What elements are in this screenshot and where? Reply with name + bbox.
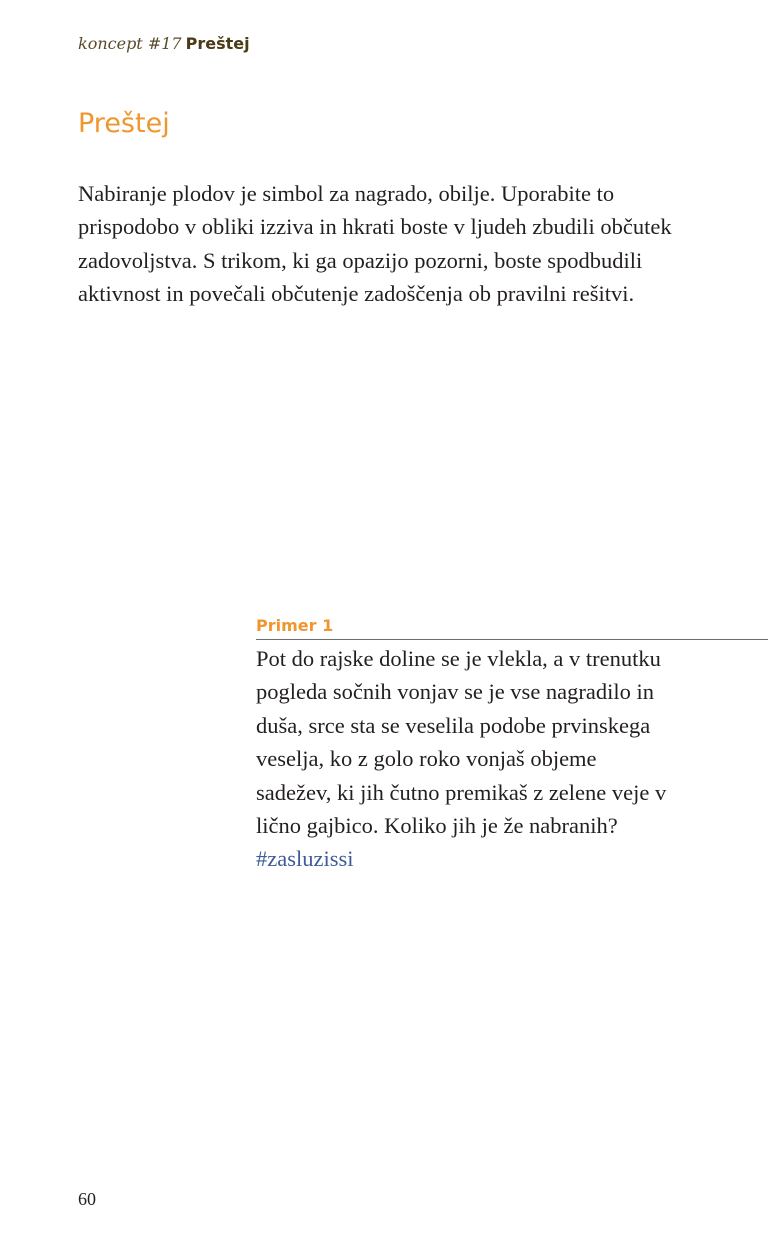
example-text <box>256 642 676 876</box>
concept-name: Preštej <box>185 34 250 53</box>
page-number: 60 <box>78 1189 96 1209</box>
running-header <box>78 33 250 55</box>
page-title: Preštej <box>78 108 170 139</box>
example-body: Pot do rajske doline se je vlekla, a v trenutku pogleda sočnih vonjav se je vse nagradilo in duša, srce sta se veselila podobe prvinskega veselja, ko z golo roko vonjaš objeme sadežev, ki jih čutno premikaš z zelene veje v lično gajbico. Koliko jih je že nabranih? <box>256 646 667 839</box>
concept-label: koncept #17 <box>78 34 182 53</box>
intro-paragraph: Nabiranje plodov je simbol za nagrado, obilje. Uporabite to prispodobo v obliki izziva in hkrati boste v ljudeh zbudili občutek zadovoljstva. S trikom, ki ga opazijo pozorni, boste spodbudili aktivnost in povečali občutenje zadoščenja ob pravilni rešitvi. <box>78 181 672 307</box>
example-block <box>256 614 768 876</box>
hashtag-link[interactable]: #zasluzissi <box>256 846 354 872</box>
example-label: Primer 1 <box>256 614 768 640</box>
